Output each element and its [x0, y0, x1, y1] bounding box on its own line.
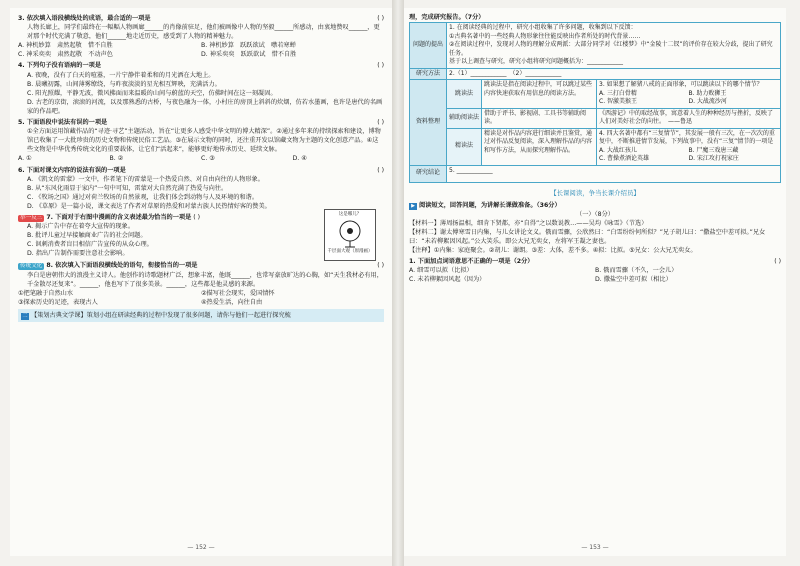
- intensive-option-a[interactable]: A. 大战红孩儿: [599, 146, 637, 154]
- r-q1-stem: 1. 下面加点词语意思不正确的一项是（2分） ( ): [409, 258, 781, 266]
- q5-option-d[interactable]: D. ④: [292, 155, 307, 163]
- row-problem-body: 1. 在阅读经典的过程中，研究小组收集了许多问题，收集到以下反馈： ①古典名著中的一些经典人物形象往往能反映出作者所处的时代背景…… ②在阅读过程中，发现对人物的理解分成两派：大部分同学对《红楼梦》中“金陵十二钗”的评价存在较大分歧，提出了研究任务。 基于以上调查与研究，研究小组将研究问题概括为：____________: [447, 23, 781, 69]
- intensive-option-d[interactable]: D. 宋江攻打祝家庄: [688, 155, 739, 163]
- q4-option-a[interactable]: A. 夜晚，没有了白天的喧嚣，一片宁静伴着柔和的月光洒在大地上。: [27, 71, 215, 79]
- aux-method-desc: 借助于评书、影视剧、工具书等辅助阅读。: [482, 108, 597, 128]
- cartoon-bottom-label: 千层面大观（原漫画）: [327, 248, 373, 254]
- right-page: [404, 8, 786, 556]
- book-gutter: [392, 0, 404, 566]
- q3-skim-question: 3. 如果想了解猪八戒的正面形象，可以跳读以下的哪个情节？ A. 三打白骨精 B. 助力败狮王 C. 智激美猴王 D. 大战流沙河: [597, 80, 781, 109]
- q8-stem: 传统文化 8. 依次填入下面语段横线处的语句，衔接恰当的一项是 ( ): [20, 262, 384, 270]
- q3-option-c[interactable]: C. 神采奕奕 肃然起敬 不动声色: [18, 51, 113, 59]
- q4-stem: 4. 下列句子没有语病的一项是 ( ): [18, 62, 384, 70]
- material-1: 【材料一】薄周扬温相，细肯下贤都，亦“自得”之以数说教…——吴均《咏雪》（节选）: [409, 219, 648, 227]
- section-intro: ▶ 阅读短文，回答问题，为讲解长课做准备。（36分）: [409, 201, 781, 210]
- q3-option-d[interactable]: D. 神采奕奕 跃跃欲试 惜不自胜: [201, 51, 297, 59]
- intensive-option-c[interactable]: C. 曹操煮酒论英雄: [599, 155, 650, 163]
- cartoon-figure-icon: [337, 219, 363, 249]
- bottom-banner: 二 【策划古典文学课】策划小组在研读经典的过程中发现了很多问题，请你与他们一起进行探究梳: [18, 309, 384, 322]
- q5-options: [18, 154, 384, 163]
- intensive-method-label: 精读法: [447, 128, 482, 165]
- q8-item-2: ②描写社会现实，爱国情怀: [201, 289, 275, 297]
- q7-tag: 举一反三: [20, 214, 43, 221]
- skim-option-b[interactable]: B. 助力败狮王: [688, 89, 727, 97]
- q8-items: [18, 289, 384, 307]
- q5-option-a[interactable]: A. ①: [18, 155, 32, 163]
- row-problem-head: 问题的提出: [410, 23, 447, 69]
- row-conclusion-head: 研究结论: [410, 165, 447, 182]
- q7-option-d[interactable]: D. 指出广告制作需要注意社会影响。: [27, 250, 129, 258]
- q5-option-c[interactable]: C. ③: [201, 155, 215, 163]
- cartoon-caption: 这是哪儿？: [338, 211, 362, 217]
- r-q1-option-a[interactable]: A. 细雪可以拟（比拟）: [409, 267, 473, 275]
- q5-option-b[interactable]: B. ②: [109, 155, 124, 163]
- q7-stem: 举一反三 7. 下面对于右图中漫画的含义表述最为恰当的一项是 ( ): [20, 213, 201, 221]
- q4-option-b[interactable]: B. 晨曦初露，山间薄雾缭绕，与昨夜淡淡的星光相互辉映，充满活力。: [27, 80, 221, 88]
- r-q1-option-b[interactable]: B. 俄而雪骤（不久，一会儿）: [595, 267, 678, 275]
- conclusion-answer[interactable]: 5. ____________: [447, 165, 781, 182]
- q7-option-c[interactable]: C. 讽刺消费者盲目相信广告宣传的从众心理。: [27, 241, 153, 249]
- q8-item-3: ③探索历史的足迹，表现古人: [18, 298, 98, 306]
- skim-option-c[interactable]: C. 智激美猴王: [599, 98, 638, 106]
- problem-answer-line[interactable]: 基于以上调查与研究，研究小组将研究问题概括为：____________: [449, 58, 624, 66]
- section-title: 【长课阅读，争当长课介绍员】: [550, 188, 640, 197]
- page-number-left: — 152 —: [187, 543, 215, 551]
- q3-passage: 人物长廊上，同学们最终在一幅幅人物画廊______的肖像前驻足，他们被画像中人物的坚毅______所感动，由衷地赞叹______，更对那个时代充满了敬意，他们______地走近历史，感受到了人物的精神魅力。: [27, 24, 380, 41]
- q6-option-d[interactable]: D. 《草原》是一篇小说，课文表达了作者对草原的热爱和对蒙古族人民热情好客的赞美。: [27, 202, 271, 210]
- r-q1-option-c[interactable]: C. 未若柳絮因风起（因为）: [409, 276, 486, 284]
- annotation-note: 【注释】①内集：家庭聚会。②胡儿：谢朗。③差：大体，差不多。④拟：比拟。⑤兄女：公大兄无奕女。: [409, 247, 697, 255]
- q4-option-d[interactable]: D. 古老的京街，滚滚的河流，以及那熟悉的古桥，与夜色融为一体，小村庄的房顶上斜斜的炊烟，仿若水墨画，也许是唐代的名画家的作品吧。: [27, 98, 383, 115]
- q8-tag: 传统文化: [20, 263, 43, 270]
- bottom-tag: 二: [22, 312, 28, 319]
- r-q1-options: [409, 266, 781, 284]
- q6-option-b[interactable]: B. 从“东风化雨显于家内”一句中可知，雷蒙对大自然充满了热爱与向往。: [27, 184, 228, 192]
- page-number-right: — 153 —: [581, 543, 609, 551]
- report-intro: 理，完成研究报告。（7分）: [409, 14, 485, 21]
- material-2: 【材料二】谢太傅寒雪日内集，与儿女讲论文义。俄而雪骤，公欣然曰：“白雪纷纷何所似？”兄子胡儿曰：“撒盐空中差可拟。”兄女曰：“未若柳絮因风起。”公大笑乐。即公大兄无奕女，左将军王凝之妻也。: [409, 228, 766, 246]
- q4-intensive-question: 4. 四大名著中都有“三复情节”，其发展一般有三次，在一次次的重复中，不断推进情节发展，下列故事中，没有“三复”情节的一项是 A. 大战红孩儿 B. 尸魔三戏唐三藏 C. 曹操煮酒论英雄 D. 宋江攻打祝家庄: [597, 128, 781, 165]
- q7-block: [18, 213, 384, 258]
- q5-passage: ①全方面运用馆藏作品的“寻迹·寻艺”主题活动，旨在“让更多人感受中华文明的博大精深”。②通过多年来的持续探索和建设，博物馆已收集了一大批珍贵的历史文物和传统民俗工艺品。③在展示文物的同时，还注重开发以馆藏文物为主题的文化创意产品。④这些文物是中华优秀传统文化的重要载体，让它们“活起来”，能够更好地传承历史、延续文脉。: [27, 128, 381, 154]
- r-q1-option-d[interactable]: D. 撒盐空中差可拟（相比）: [595, 276, 672, 284]
- q8-item-1: ①把笔融于自然山水: [18, 289, 74, 297]
- skim-option-a[interactable]: A. 三打白骨精: [599, 89, 637, 97]
- q5-stem: 5. 下面语段中说法有误的一项是 ( ): [18, 119, 384, 127]
- q6-option-a[interactable]: A. 《凯文的雷蒙》一文中，作者笔下的雷蒙是一个热爱自然、对自由向往的人物形象。: [27, 175, 264, 183]
- q3-option-a[interactable]: A. 神机妙算 肃然起敬 惜不自胜: [18, 42, 113, 50]
- q8-passage: 李白是唐朝伟大的浪漫主义诗人。他创作的诗歌题材广泛，想象丰富，他既______，也常写豪放旷达的心胸，如“天生我材必有用，千金散尽还复来”。______，他也写下了很多美景。______，这些都是他灵感的来源。: [27, 271, 383, 288]
- intensive-option-b[interactable]: B. 尸魔三戏唐三藏: [688, 146, 739, 154]
- aux-method-quote: 《西游记》中的取经故事，寓意着人生的种种经历与挫折，反映了人们对美好社会的向往。 ——鲁迅: [597, 108, 781, 128]
- skim-option-d[interactable]: D. 大战流沙河: [688, 98, 727, 106]
- q7-cartoon: [324, 209, 376, 261]
- row-method-head: 研究方法: [410, 68, 447, 80]
- section-icon: ▶: [409, 203, 417, 210]
- q7-option-a[interactable]: A. 揭示广告中存在着夸大宣传的现象。: [27, 223, 135, 231]
- research-table: [409, 22, 781, 183]
- sub-title: （一）（8分）: [576, 210, 614, 218]
- q6-stem: 6. 下面对课文内容的说法有误的一项是 ( ): [18, 166, 384, 174]
- q6-option-c[interactable]: C. 《牧场之国》通过对荷兰牧场的自然景观，让我们体会到动物与人及环境的和谐。: [27, 193, 259, 201]
- q3-stem: 3. 依次填入语段横线处的成语，最合适的一项是 ( ): [18, 15, 384, 22]
- q4-option-c[interactable]: C. 阳光照耀，平静无波，微风拂面而来温暖的山间与蔚蓝的天空，仿佛时间在这一刻凝固。: [27, 89, 277, 97]
- q3-options: [18, 41, 384, 59]
- q3-option-b[interactable]: B. 神机妙算 跃跃欲试 噤若寒蝉: [201, 42, 296, 50]
- left-page: [10, 8, 392, 556]
- row-material-head: 资料整理: [410, 80, 447, 166]
- aux-method-label: 辅助阅读法: [447, 108, 482, 128]
- q8-item-4: ④热爱生活，向往自由: [201, 298, 263, 306]
- method-answer[interactable]: 2.（1）____________ （2）____________: [447, 68, 781, 80]
- skim-method-desc: 跳读法是指在阅读过程中，可以跳过某些内容快速获取有用信息的阅读方法。: [482, 80, 597, 109]
- intensive-method-desc: 精读是对作品内容进行细读并且鉴赏，通过对作品反复阅读，深入理解作品的内容和写作方法，从而探究理解作品。: [482, 128, 597, 165]
- q7-option-b[interactable]: B. 批评儿童过早接触商业广告的社会问题。: [27, 232, 147, 240]
- skim-method-label: 跳读法: [447, 80, 482, 109]
